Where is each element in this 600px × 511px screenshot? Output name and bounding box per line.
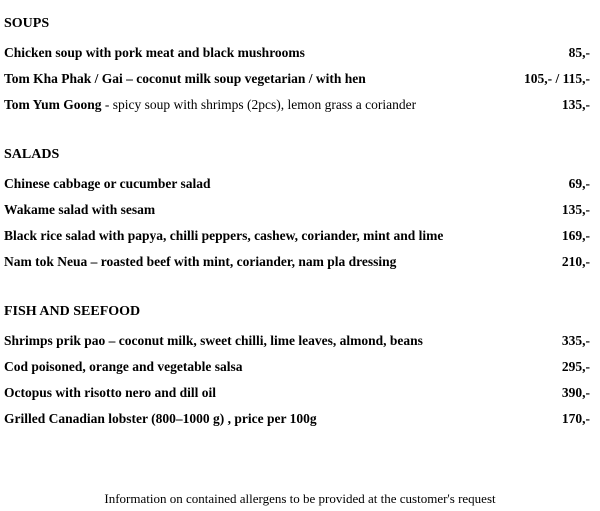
- item-name: Nam tok Neua – roasted beef with mint, coriander, nam pla dressing: [4, 254, 397, 269]
- item-text: [4, 223, 443, 249]
- item-price: 170,-: [561, 411, 590, 426]
- item-name: Shrimps prik pao – coconut milk, sweet chilli, lime leaves, almond, beans: [4, 333, 423, 348]
- item-text: [4, 171, 211, 197]
- section-salads: [4, 145, 590, 275]
- item-text: [4, 380, 216, 406]
- item-price: 295,-: [561, 359, 590, 374]
- item-price: 135,-: [561, 97, 590, 112]
- item-description: - spicy soup with shrimps (2pcs), lemon grass a coriander: [101, 97, 417, 112]
- item-text: [4, 354, 243, 380]
- item-price: 390,-: [561, 385, 590, 400]
- item-text: [4, 40, 305, 66]
- item-price: 135,-: [561, 202, 590, 217]
- item-name: Tom Yum Goong: [4, 97, 102, 112]
- menu-item: [4, 328, 590, 354]
- item-text: [4, 66, 366, 92]
- item-name: Chicken soup with pork meat and black mushrooms: [4, 45, 305, 60]
- item-price: 69,-: [568, 176, 590, 191]
- item-text: [4, 328, 423, 354]
- menu-item: [4, 171, 590, 197]
- item-name: Chinese cabbage or cucumber salad: [4, 176, 211, 191]
- menu-item: [4, 66, 590, 92]
- item-text: [4, 249, 396, 275]
- item-name: Wakame salad with sesam: [4, 202, 156, 217]
- menu-item: [4, 354, 590, 380]
- section-title: SALADS: [4, 147, 60, 162]
- item-price: 85,-: [568, 45, 590, 60]
- item-price: 335,-: [561, 333, 590, 348]
- item-name: Octopus with risotto nero and dill oil: [4, 385, 217, 400]
- menu-item: [4, 92, 590, 118]
- menu-item: [4, 406, 590, 432]
- section-title: SOUPS: [4, 16, 50, 31]
- menu-item: [4, 380, 590, 406]
- section-soups: [4, 14, 590, 118]
- menu: [4, 14, 590, 459]
- menu-item: [4, 249, 590, 275]
- item-price: 169,-: [561, 228, 590, 243]
- item-name: Grilled Canadian lobster (800–1000 g) , price per 100g: [4, 411, 317, 426]
- menu-item: [4, 223, 590, 249]
- section-fish-and-seafood: [4, 302, 590, 432]
- item-name: Black rice salad with papya, chilli peppers, cashew, coriander, mint and lime: [4, 228, 444, 243]
- item-name: Cod poisoned, orange and vegetable salsa: [4, 359, 243, 374]
- allergen-notice: Information on contained allergens to be provided at the customer's request: [104, 491, 496, 506]
- item-text: [4, 197, 155, 223]
- item-price: 210,-: [561, 254, 590, 269]
- item-price: 105,- / 115,-: [524, 71, 590, 86]
- section-title: FISH AND SEEFOOD: [4, 304, 141, 319]
- item-name: Tom Kha Phak / Gai – coconut milk soup vegetarian / with hen: [4, 71, 366, 86]
- item-text: [4, 92, 416, 118]
- menu-item: [4, 197, 590, 223]
- menu-item: [4, 40, 590, 66]
- item-text: [4, 406, 317, 432]
